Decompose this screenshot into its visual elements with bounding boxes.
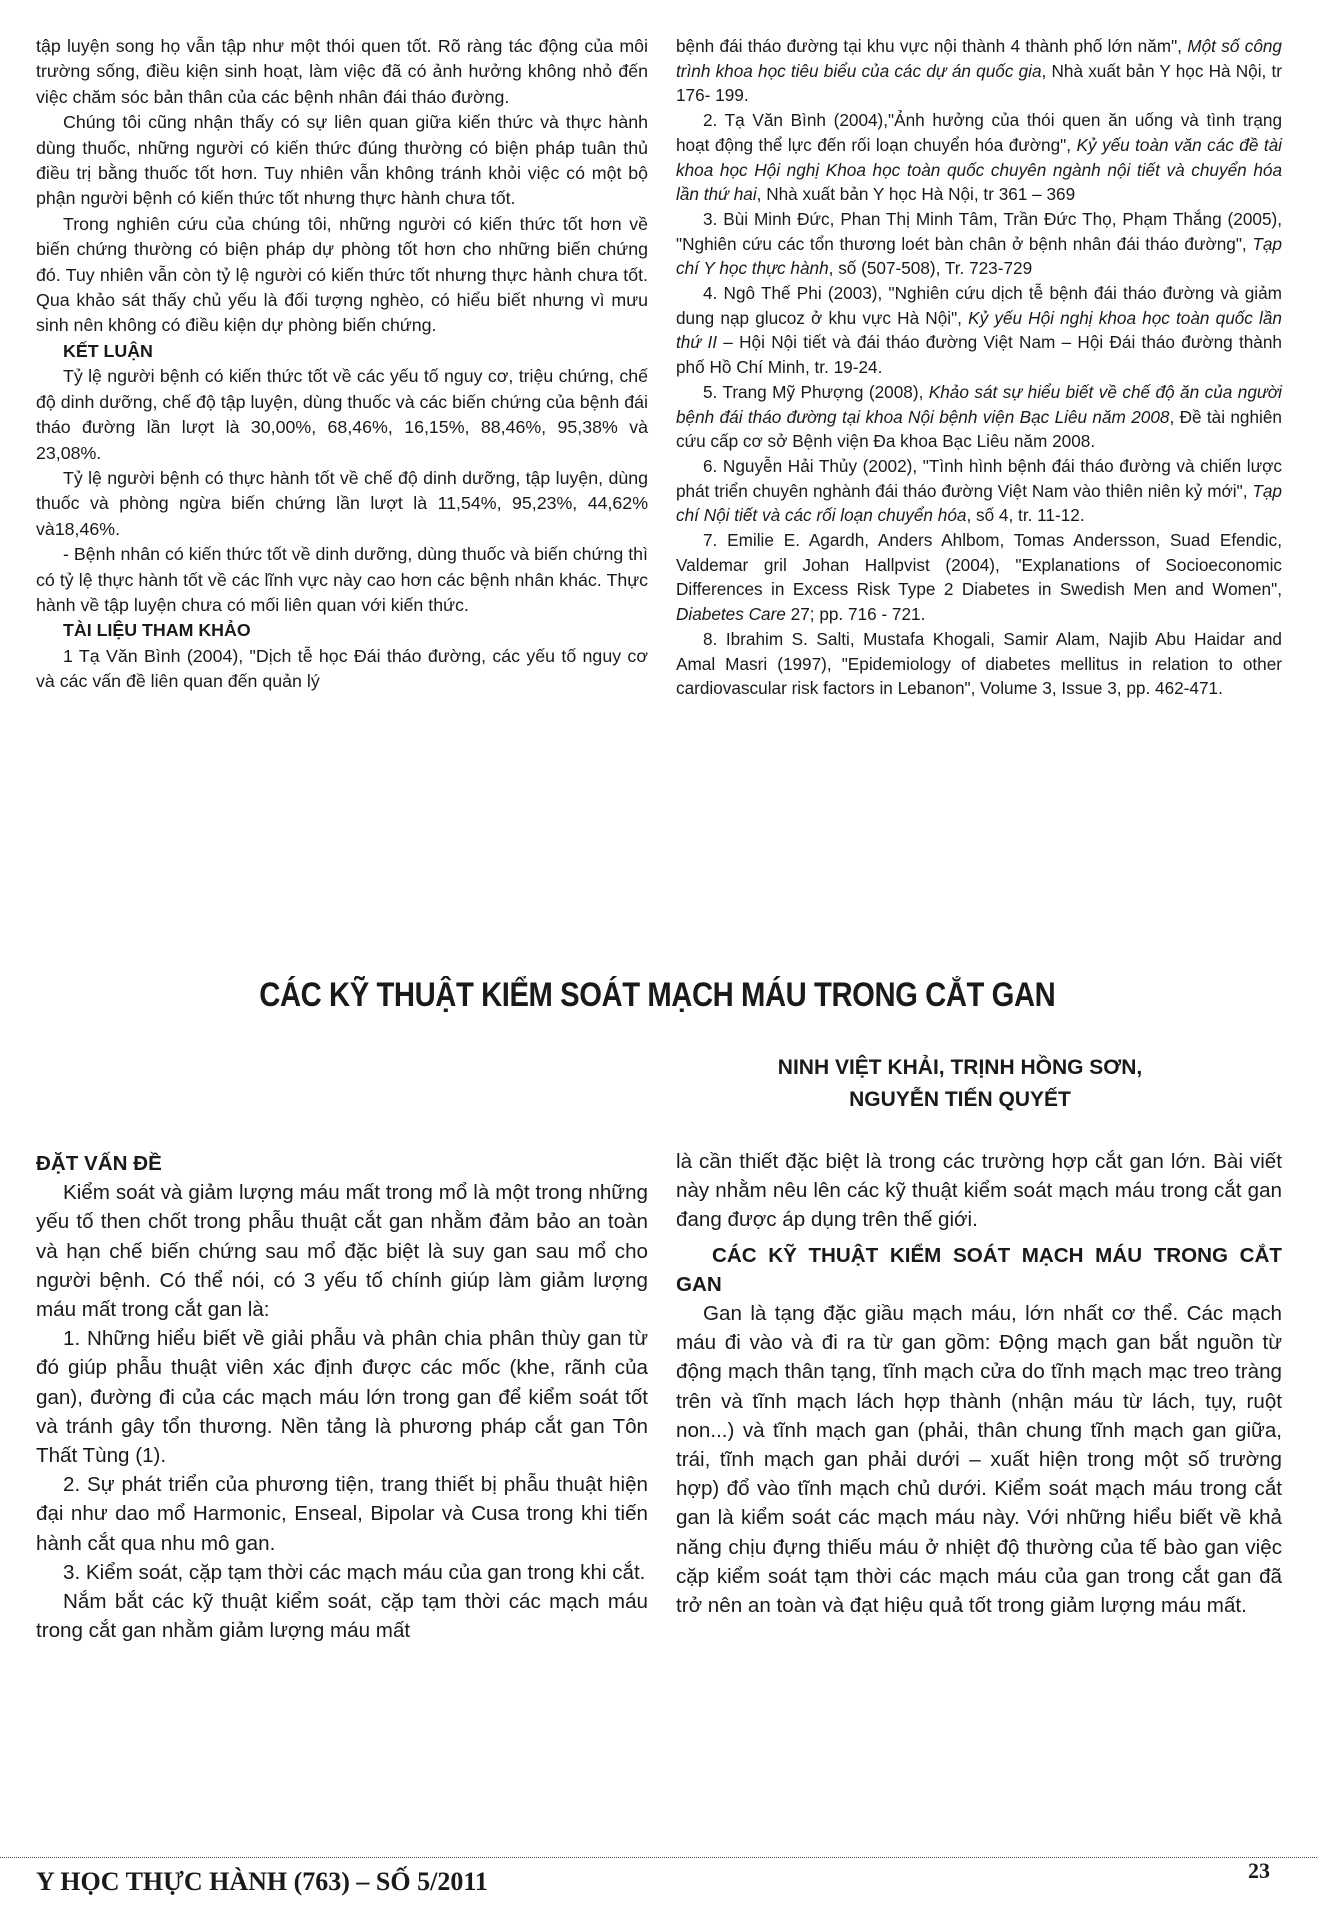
article-authors (660, 1052, 1260, 1116)
journal-footer: Y HỌC THỰC HÀNH (763) – SỐ 5/2011 (36, 1867, 488, 1896)
paragraph: 2. Sự phát triển của phương tiện, trang thiết bị phẫu thuật hiện đại như dao mổ Harmonic, Enseal, Bipolar và Cusa trong khi tiến hành cắt qua nhu mô gan. (36, 1473, 648, 1555)
paragraph: là cần thiết đặc biệt là trong các trường hợp cắt gan lớn. Bài viết này nhằm nêu lên các kỹ thuật kiểm soát mạch máu trong cắt gan đang được áp dụng trên thế giới. (676, 1150, 1282, 1232)
section-heading-introduction: ĐẶT VẤN ĐỀ (36, 1152, 162, 1175)
paragraph: - Bệnh nhân có kiến thức tốt về dinh dưỡng, dùng thuốc và biến chứng thì có tỷ lệ thực hành tốt về các lĩnh vực này cao hơn các bệnh nhân khác. Thực hành về tập luyện chưa có mối liên quan với kiến thức. (36, 544, 648, 615)
paragraph: 3. Kiểm soát, cặp tạm thời các mạch máu của gan trong khi cắt. (63, 1560, 646, 1584)
bottom-left-column (36, 1147, 648, 1645)
paragraph: Tỷ lệ người bệnh có thực hành tốt về chế độ dinh dưỡng, tập luyện, dùng thuốc và phòng ngừa biến chứng lần lượt là 11,54%, 95,23%, 44,62% và18,46%. (36, 467, 648, 539)
paragraph: tập luyện song họ vẫn tập như một thói quen tốt. Rõ ràng tác động của môi trường sống, điều kiện sinh hoạt, làm việc đã có ảnh hưởng không nhỏ đến việc chăm sóc bản thân của các bệnh nhân đái tháo đường. (36, 36, 648, 107)
section-heading-references: TÀI LIỆU THAM KHẢO (63, 620, 251, 641)
authors-line: NGUYỄN TIẾN QUYẾT (849, 1088, 1071, 1111)
paragraph: Kiểm soát và giảm lượng máu mất trong mổ là một trong những yếu tố then chốt trong phẫu thuật cắt gan nhằm đảm bảo an toàn và hạn chế biến chứng sau mổ đặc biệt là suy gan sau mổ cho người bệnh. Có thể nói, có 3 yếu tố chính giúp làm giảm lượng máu mất trong cắt gan là: (36, 1181, 648, 1322)
authors-line: NINH VIỆT KHẢI, TRỊNH HỒNG SƠN, (777, 1056, 1143, 1079)
paragraph: Trong nghiên cứu của chúng tôi, những người có kiến thức tốt hơn về biến chứng thường có biện pháp dự phòng tốt hơn cho những biến chứng đó. Tuy nhiên vẫn còn tỷ lệ người có kiến thức tốt nhưng thực hành chưa tốt. Qua khảo sát thấy chủ yếu là đối tượng nghèo, có hiểu biết nhưng vì mưu sinh nên không có điều kiện dự phòng biến chứng. (36, 213, 648, 336)
reference-item: 5. Trang Mỹ Phượng (2008), Khảo sát sự hiểu biết về chế độ ăn của người bệnh đái tháo đường tại khoa Nội bệnh viện Bạc Liêu năm 2008, Đề tài nghiên cứu cấp cơ sở Bệnh viện Đa khoa Bạc Liêu năm 2008. (676, 381, 1282, 452)
paragraph: Chúng tôi cũng nhận thấy có sự liên quan giữa kiến thức và thực hành dùng thuốc, những người có kiến thức đúng thường có biện pháp tuân thủ điều trị bằng thuốc tốt hơn. Tuy nhiên vẫn không tránh khỏi việc có một bộ phận người bệnh có kiến thức tốt nhưng thực hành chưa tốt. (36, 112, 648, 209)
section-heading-conclusion: KẾT LUẬN (63, 340, 153, 361)
top-right-column (676, 34, 1282, 701)
reference-item: 2. Tạ Văn Bình (2004),"Ảnh hưởng của thói quen ăn uống và tình trạng hoạt động thể lực đến rối loạn chuyển hóa đường", Kỷ yếu toàn văn các đề tài khoa học Hội nghị Khoa học toàn quốc chuyên ngành nội tiết và chuyển hóa lần thứ hai, Nhà xuất bản Y học Hà Nội, tr 361 – 369 (676, 110, 1282, 205)
paragraph: Gan là tạng đặc giầu mạch máu, lớn nhất cơ thể. Các mạch máu đi vào và đi ra từ gan gồm: Động mạch gan bắt nguồn từ động mạch thân tạng, tĩnh mạch cửa do tĩnh mạch mạc treo tràng trên và tĩnh mạch lách hợp thành (nhận máu từ lách, tụy, ruột non...) và tĩnh mạch gan (phải, thân chung tĩnh mạch gan giữa, trái, tĩnh mạch gan phải dưới – xuất hiện trong một số trường hợp) đổ vào tĩnh mạch chủ dưới. Kiểm soát mạch máu trong cắt gan là kiểm soát các mạch máu này. Với những hiểu biết về khả năng chịu đựng thiếu máu ở nhiệt độ thường của tế bào gan việc cặp kiểm soát tạm thời các mạch máu của gan trong cắt gan đã trở nên an toàn và đạt hiệu quả tốt trong giảm lượng máu mất. (676, 1302, 1282, 1618)
reference-item: 4. Ngô Thế Phi (2003), "Nghiên cứu dịch tễ bệnh đái tháo đường và giảm dung nạp glucoz ở khu vực Hà Nội", Kỷ yếu Hội nghị khoa học toàn quốc lần thứ II – Hội Nội tiết và đái tháo đường Việt Nam – Hội Đái tháo đường thành phố Hồ Chí Minh, tr. 19-24. (676, 283, 1282, 378)
top-left-column (36, 34, 648, 695)
reference-item: bệnh đái tháo đường tại khu vực nội thành 4 thành phố lớn năm", Một số công trình khoa học tiêu biểu của các dự án quốc gia, Nhà xuất bản Y học Hà Nội, tr 176- 199. (676, 36, 1282, 106)
page-number: 23 (1248, 1858, 1270, 1883)
reference-item: 8. Ibrahim S. Salti, Mustafa Khogali, Samir Alam, Najib Abu Haidar and Amal Masri (1997), "Epidemiology of diabetes mellitus in relation to other cardiovascular risk factors in Lebanon", Volume 3, Issue 3, pp. 462-471. (676, 628, 1282, 699)
reference-item: 1 Tạ Văn Bình (2004), "Dịch tễ học Đái tháo đường, các yếu tố nguy cơ và các vấn đề liên quan đến quản lý (36, 645, 648, 692)
footer-divider (0, 1857, 1317, 1858)
paragraph: Tỷ lệ người bệnh có kiến thức tốt về các yếu tố nguy cơ, triệu chứng, chế độ dinh dưỡng, chế độ tập luyện, dùng thuốc và các biến chứng của bệnh đái tháo đường lần lượt là 30,00%, 68,46%, 16,15%, 88,46%, 95,38% và 23,08%. (36, 366, 648, 463)
section-heading-techniques: CÁC KỸ THUẬT KIỂM SOÁT MẠCH MÁU TRONG CẮT GAN (676, 1243, 1282, 1296)
paragraph: Nắm bắt các kỹ thuật kiểm soát, cặp tạm thời các mạch máu trong cắt gan nhằm giảm lượng máu mất (36, 1590, 648, 1643)
bottom-right-column (676, 1147, 1282, 1620)
reference-item: 6. Nguyễn Hải Thủy (2002), "Tình hình bệnh đái tháo đường và chiến lược phát triển chuyên nghành đái tháo đường Việt Nam vào thiên niên kỷ mới", Tạp chí Nội tiết và các rối loạn chuyển hóa, số 4, tr. 11-12. (676, 455, 1282, 526)
article-title: CÁC KỸ THUẬT KIỂM SOÁT MẠCH MÁU TRONG CẮT GAN (259, 976, 1056, 1014)
reference-item: 3. Bùi Minh Đức, Phan Thị Minh Tâm, Trần Đức Thọ, Phạm Thắng (2005), "Nghiên cứu các tổn thương loét bàn chân ở bệnh nhân đái tháo đường", Tạp chí Y học thực hành, số (507-508), Tr. 723-729 (676, 208, 1282, 279)
paragraph: 1. Những hiểu biết về giải phẫu và phân chia phân thùy gan từ đó giúp phẫu thuật viên xác định được các mốc (khe, rãnh của gan), đường đi của các mạch máu lớn trong gan để kiểm soát tốt và tránh gây tổn thương. Nền tảng là phương pháp cắt gan Tôn Thất Tùng (1). (36, 1327, 648, 1468)
reference-item: 7. Emilie E. Agardh, Anders Ahlbom, Tomas Andersson, Suad Efendic, Valdemar gril Johan Hallpvist (2004), "Explanations of Socioeconomic Differences in Excess Risk Type 2 Diabetes in Swedish Men and Women", Diabetes Care 27; pp. 716 - 721. (676, 530, 1282, 625)
